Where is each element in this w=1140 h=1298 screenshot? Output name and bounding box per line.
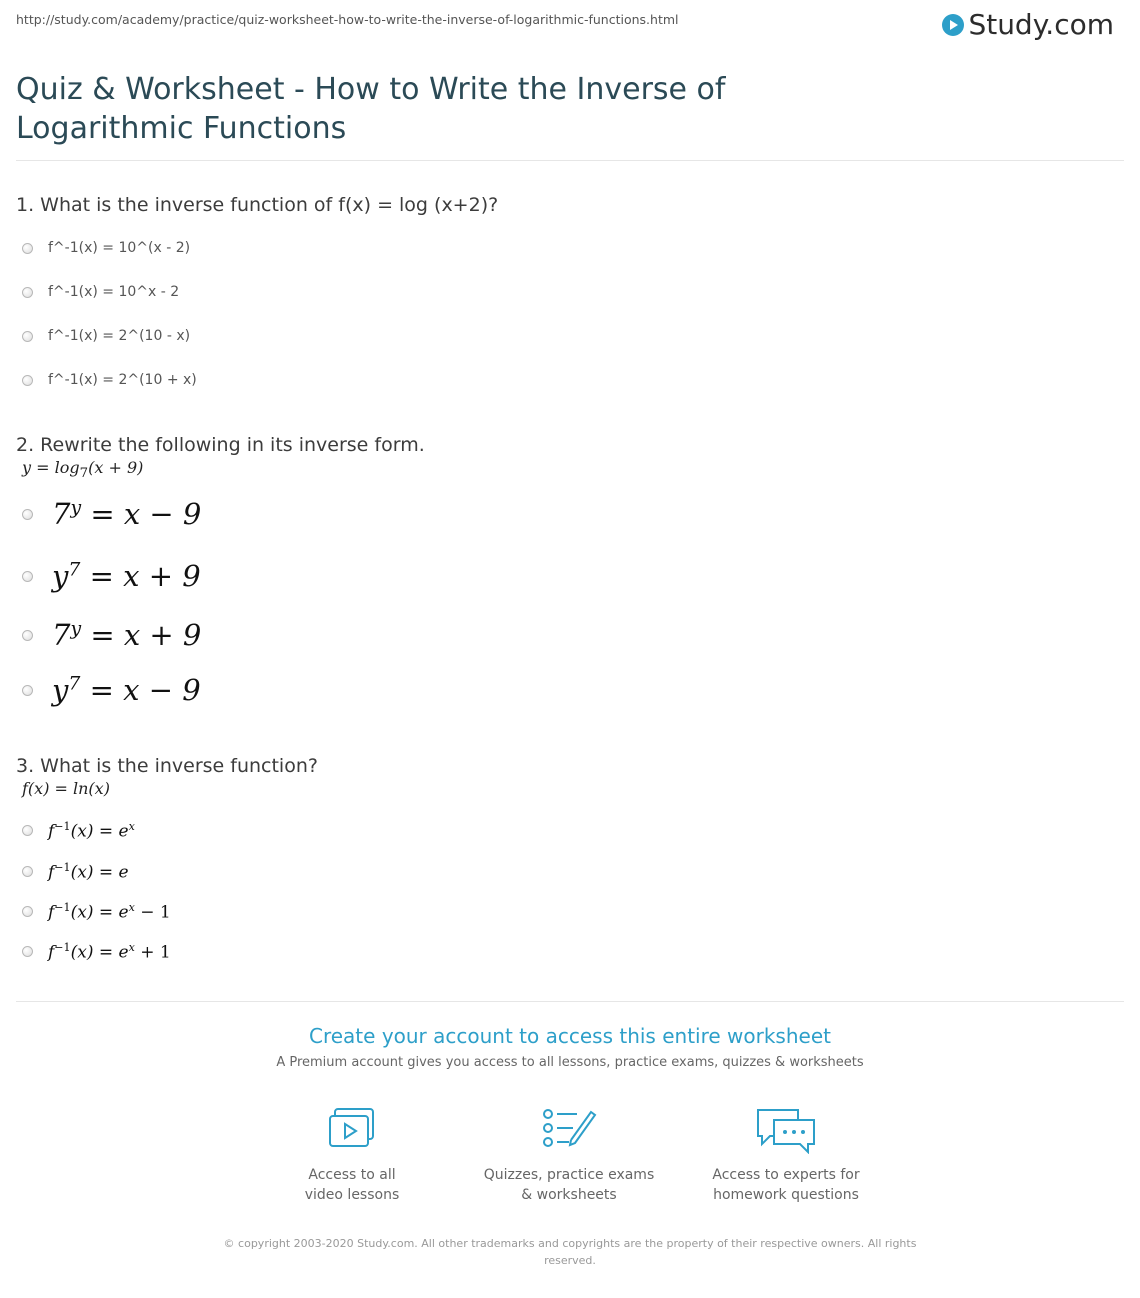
divider <box>16 160 1124 161</box>
radio-button[interactable] <box>22 630 33 641</box>
option-label: f^-1(x) = 2^(10 + x) <box>48 372 197 388</box>
question-text: 3. What is the inverse function? <box>16 755 318 777</box>
q3-option-1[interactable] <box>22 820 135 842</box>
cta-heading[interactable]: Create your account to access this entire worksheet <box>309 1024 831 1048</box>
q1-option-3[interactable] <box>22 328 190 344</box>
option-math: $f^{-1}(x) = e^x + 1$ <box>48 941 171 963</box>
play-logo-icon <box>942 14 964 36</box>
radio-button[interactable] <box>22 946 33 957</box>
option-math: $7^y = x + 9$ <box>52 618 202 652</box>
radio-button[interactable] <box>22 825 33 836</box>
quiz-checklist-icon <box>469 1106 669 1156</box>
question-text: 2. Rewrite the following in its inverse form. <box>16 434 425 456</box>
radio-button[interactable] <box>22 243 33 254</box>
radio-button[interactable] <box>22 685 33 696</box>
radio-button[interactable] <box>22 331 33 342</box>
page-title: Quiz & Worksheet - How to Write the Inverse of Logarithmic Functions <box>16 72 726 146</box>
chat-bubbles-icon <box>686 1106 886 1156</box>
logo-text: Study.com <box>968 8 1114 41</box>
radio-button[interactable] <box>22 375 33 386</box>
q2-option-2[interactable] <box>22 559 201 593</box>
radio-button[interactable] <box>22 287 33 298</box>
q3-option-2[interactable] <box>22 861 129 883</box>
q3-option-4[interactable] <box>22 941 171 963</box>
q1-option-1[interactable] <box>22 240 190 256</box>
feature-label: Quizzes, practice exams & worksheets <box>483 1167 655 1203</box>
option-label: f^-1(x) = 2^(10 - x) <box>48 328 191 344</box>
question-formula: $y = \log_7(x + 9)$ <box>22 458 144 482</box>
q2-option-1[interactable] <box>22 497 201 531</box>
radio-button[interactable] <box>22 571 33 582</box>
option-math: $f^{-1}(x) = e^x$ <box>48 820 135 842</box>
question-3 <box>16 755 318 798</box>
cta-subtitle: A Premium account gives you access to all lessons, practice exams, quizzes & worksheets <box>276 1055 864 1070</box>
option-math: $f^{-1}(x) = e$ <box>48 861 129 883</box>
feature-label: Access to experts for homework questions <box>712 1167 860 1203</box>
radio-button[interactable] <box>22 866 33 877</box>
feature-video-lessons <box>252 1106 452 1205</box>
q1-option-2[interactable] <box>22 284 179 300</box>
q1-option-4[interactable] <box>22 372 197 388</box>
option-label: f^-1(x) = 10^x - 2 <box>48 284 180 300</box>
option-label: f^-1(x) = 10^(x - 2) <box>48 240 191 256</box>
copyright-notice: © copyright 2003-2020 Study.com. All other trademarks and copyrights are the property of their respective owners. All rights reserved. <box>223 1237 917 1267</box>
option-math: $y^7 = x + 9$ <box>52 559 201 593</box>
option-math: $7^y = x - 9$ <box>52 497 202 531</box>
video-lesson-icon <box>252 1106 452 1156</box>
question-formula: f(x) = ln(x) <box>22 779 110 798</box>
radio-button[interactable] <box>22 509 33 520</box>
divider <box>16 1001 1124 1002</box>
option-math: $y^7 = x - 9$ <box>52 673 201 707</box>
feature-experts <box>686 1106 886 1205</box>
page-url: http://study.com/academy/practice/quiz-worksheet-how-to-write-the-inverse-of-logarithmic-functions.html <box>16 12 679 27</box>
study-logo[interactable] <box>942 8 1114 41</box>
feature-quizzes <box>469 1106 669 1205</box>
radio-button[interactable] <box>22 906 33 917</box>
question-text: 1. What is the inverse function of f(x) = log (x+2)? <box>16 194 499 216</box>
option-math: $f^{-1}(x) = e^x - 1$ <box>48 901 171 923</box>
q2-option-3[interactable] <box>22 618 201 652</box>
question-2 <box>16 434 425 481</box>
question-1 <box>16 194 498 216</box>
q2-option-4[interactable] <box>22 673 201 707</box>
q3-option-3[interactable] <box>22 901 171 923</box>
feature-label: Access to all video lessons <box>304 1167 400 1203</box>
